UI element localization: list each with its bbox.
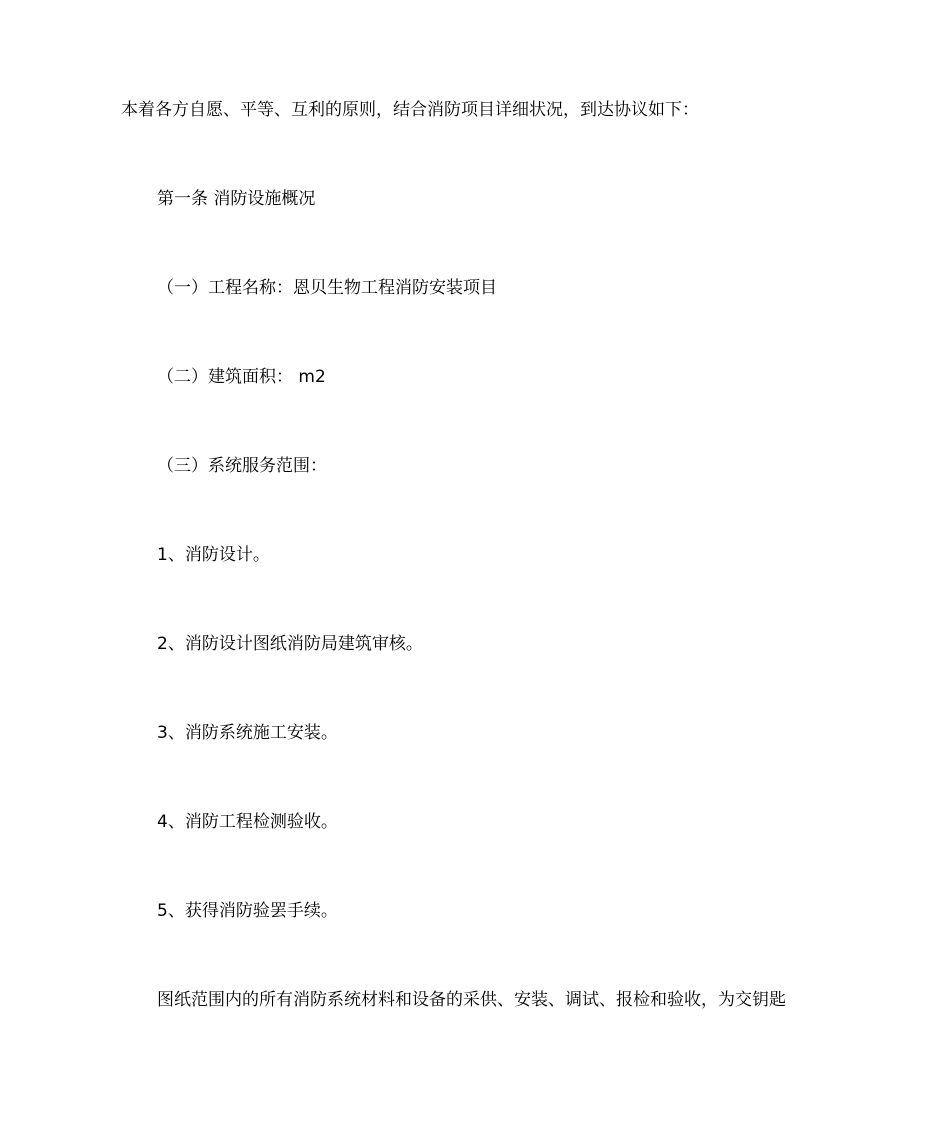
list-item: 3、消防系统施工安装。 <box>157 723 338 743</box>
list-item: 4、消防工程检测验收。 <box>157 812 338 832</box>
article-heading: 第一条 消防设施概况 <box>157 189 316 209</box>
list-item: 5、获得消防验罢手续。 <box>157 901 338 921</box>
list-item: 1、消防设计。 <box>157 545 270 565</box>
intro-paragraph: 本着各方自愿、平等、互利的原则，结合消防项目详细状况，到达协议如下： <box>121 100 699 120</box>
scope-paragraph: 图纸范围内的所有消防系统材料和设备的采供、安装、调试、报检和验收，为交钥匙 <box>157 990 786 1010</box>
service-scope-line: （三）系统服务范围： <box>157 456 327 476</box>
list-item: 2、消防设计图纸消防局建筑审核。 <box>157 634 423 654</box>
project-name-line: （一）工程名称：恩贝生物工程消防安装项目 <box>157 278 497 298</box>
building-area-line: （二）建筑面积： m2 <box>157 367 326 387</box>
